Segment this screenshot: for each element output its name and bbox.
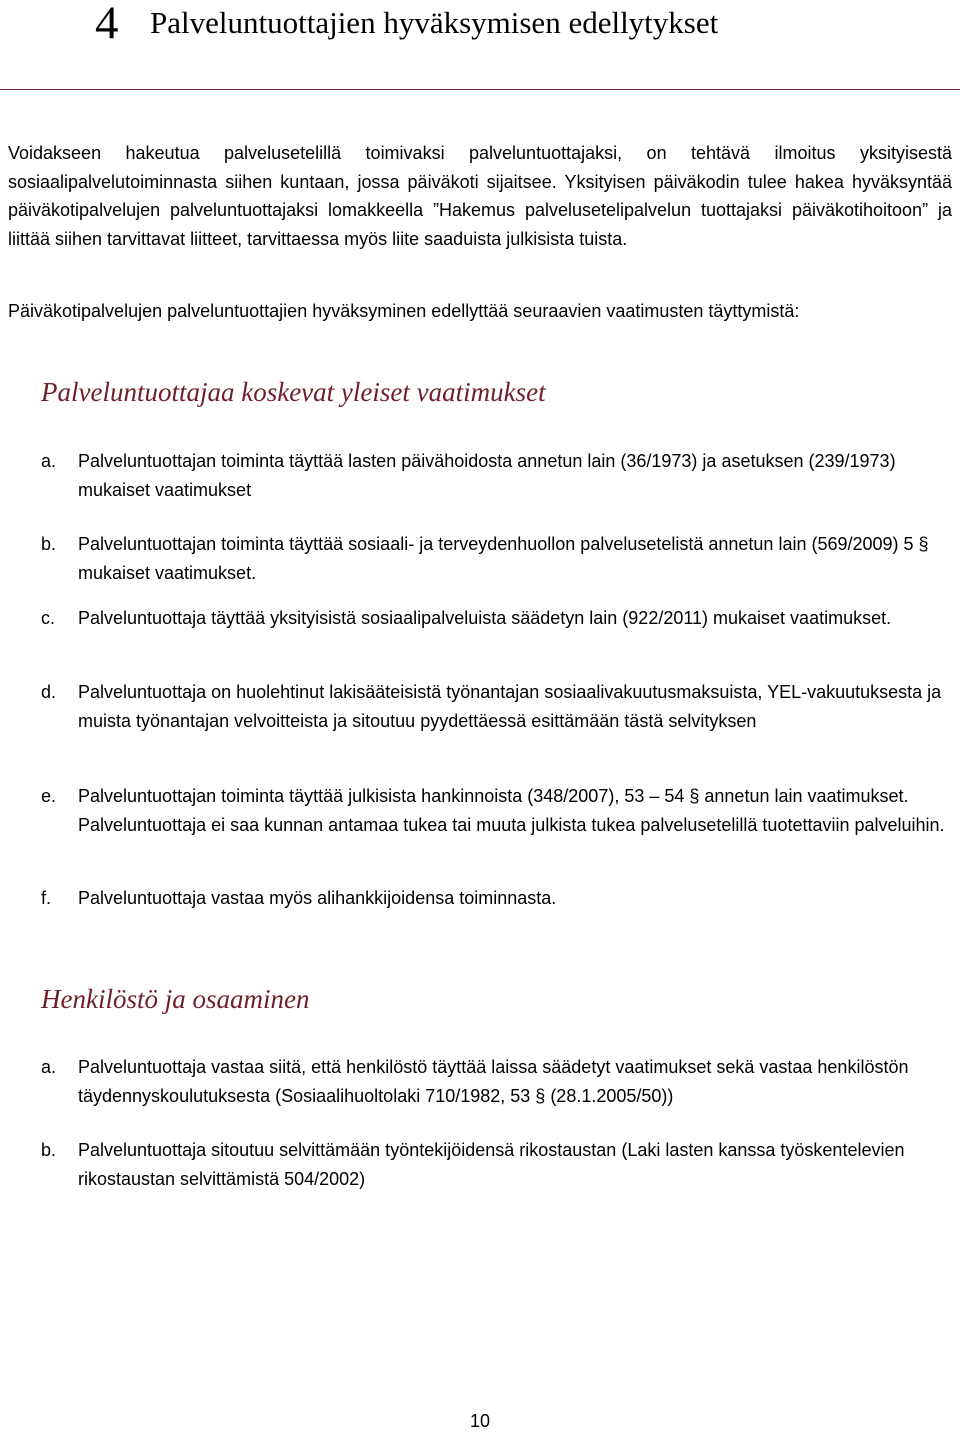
list-item [41,678,953,735]
list-item-text: Palveluntuottaja sitoutuu selvittämään työntekijöidensä rikostaustan (Laki lasten kanssa työskentelevien rikostaustan selvittämistä 504/2002) [78,1140,905,1189]
list-item-text: Palveluntuottajan toiminta täyttää julkisista hankinnoista (348/2007), 53 – 54 § annetun lain vaatimukset. Palveluntuottaja ei saa kunnan antamaa tukea tai muuta julkista tukea palvelusetelillä tuotettaviin palveluihin. [78,786,945,835]
requirements-lead-paragraph: Päiväkotipalvelujen palveluntuottajien hyväksyminen edellyttää seuraavien vaatimusten täyttymistä: [8,301,800,321]
section-heading-general-requirements: Palveluntuottajaa koskevat yleiset vaatimukset [41,377,546,407]
chapter-header [0,0,960,91]
page-number: 10 [469,1411,491,1431]
chapter-divider [0,89,960,90]
list-item-text: Palveluntuottajan toiminta täyttää lasten päivähoidosta annetun lain (36/1973) ja asetuksen (239/1973) mukaiset vaatimukset [78,451,896,500]
section-heading-staff: Henkilöstö ja osaaminen [41,984,310,1014]
chapter-number: 4 [95,0,119,49]
list-item [41,884,953,913]
list-item [41,447,953,504]
list-item-marker: b. [41,1140,57,1160]
list-item [41,604,953,633]
list-item [41,782,953,839]
list-item-marker: d. [41,682,57,702]
list-item [41,1053,953,1110]
list-item-text: Palveluntuottaja vastaa siitä, että henkilöstö täyttää laissa säädetyt vaatimukset sekä vastaa henkilöstön täydennyskoulutuksesta (Sosiaalihuoltolaki 710/1982, 53 § (28.1.2005/50)) [78,1057,909,1106]
list-item-text: Palveluntuottaja vastaa myös alihankkijoidensa toiminnasta. [78,888,557,908]
list-item [41,1136,953,1193]
list-item-marker: e. [41,786,57,806]
list-item-text: Palveluntuottajan toiminta täyttää sosiaali- ja terveydenhuollon palvelusetelistä annetun lain (569/2009) 5 § mukaiset vaatimukset. [78,534,929,583]
list-item-marker: c. [41,608,56,628]
chapter-title: Palveluntuottajien hyväksymisen edellytykset [150,5,719,40]
list-item-marker: f. [41,888,52,908]
list-item-marker: a. [41,451,57,471]
list-item-marker: a. [41,1057,57,1077]
intro-paragraph: Voidakseen hakeutua palvelusetelillä toimivaksi palveluntuottajaksi, on tehtävä ilmoitus yksityisestä sosiaalipalvelutoiminnasta siihen kuntaan, jossa päiväkoti sijaitsee. Yksityisen päiväkodin tulee hakea hyväksyntää päiväkotipalvelujen palveluntuottajaksi lomakkeella ”Hakemus palvelusetelipalvelun tuottajaksi päiväkotihoitoon” ja liittää siihen tarvittavat liitteet, tarvittaessa myös liite saaduista julkisista tuista. [8,143,952,249]
list-item [41,530,953,587]
list-item-text: Palveluntuottaja on huolehtinut lakisääteisistä työnantajan sosiaalivakuutusmaksuista, YEL-vakuutuksesta ja muista työnantajan velvoitteista ja sitoutuu pyydettäessä esittämään tästä selvityksen [78,682,942,731]
list-item-marker: b. [41,534,57,554]
list-item-text: Palveluntuottaja täyttää yksityisistä sosiaalipalveluista säädetyn lain (922/2011) mukaiset vaatimukset. [78,608,892,628]
